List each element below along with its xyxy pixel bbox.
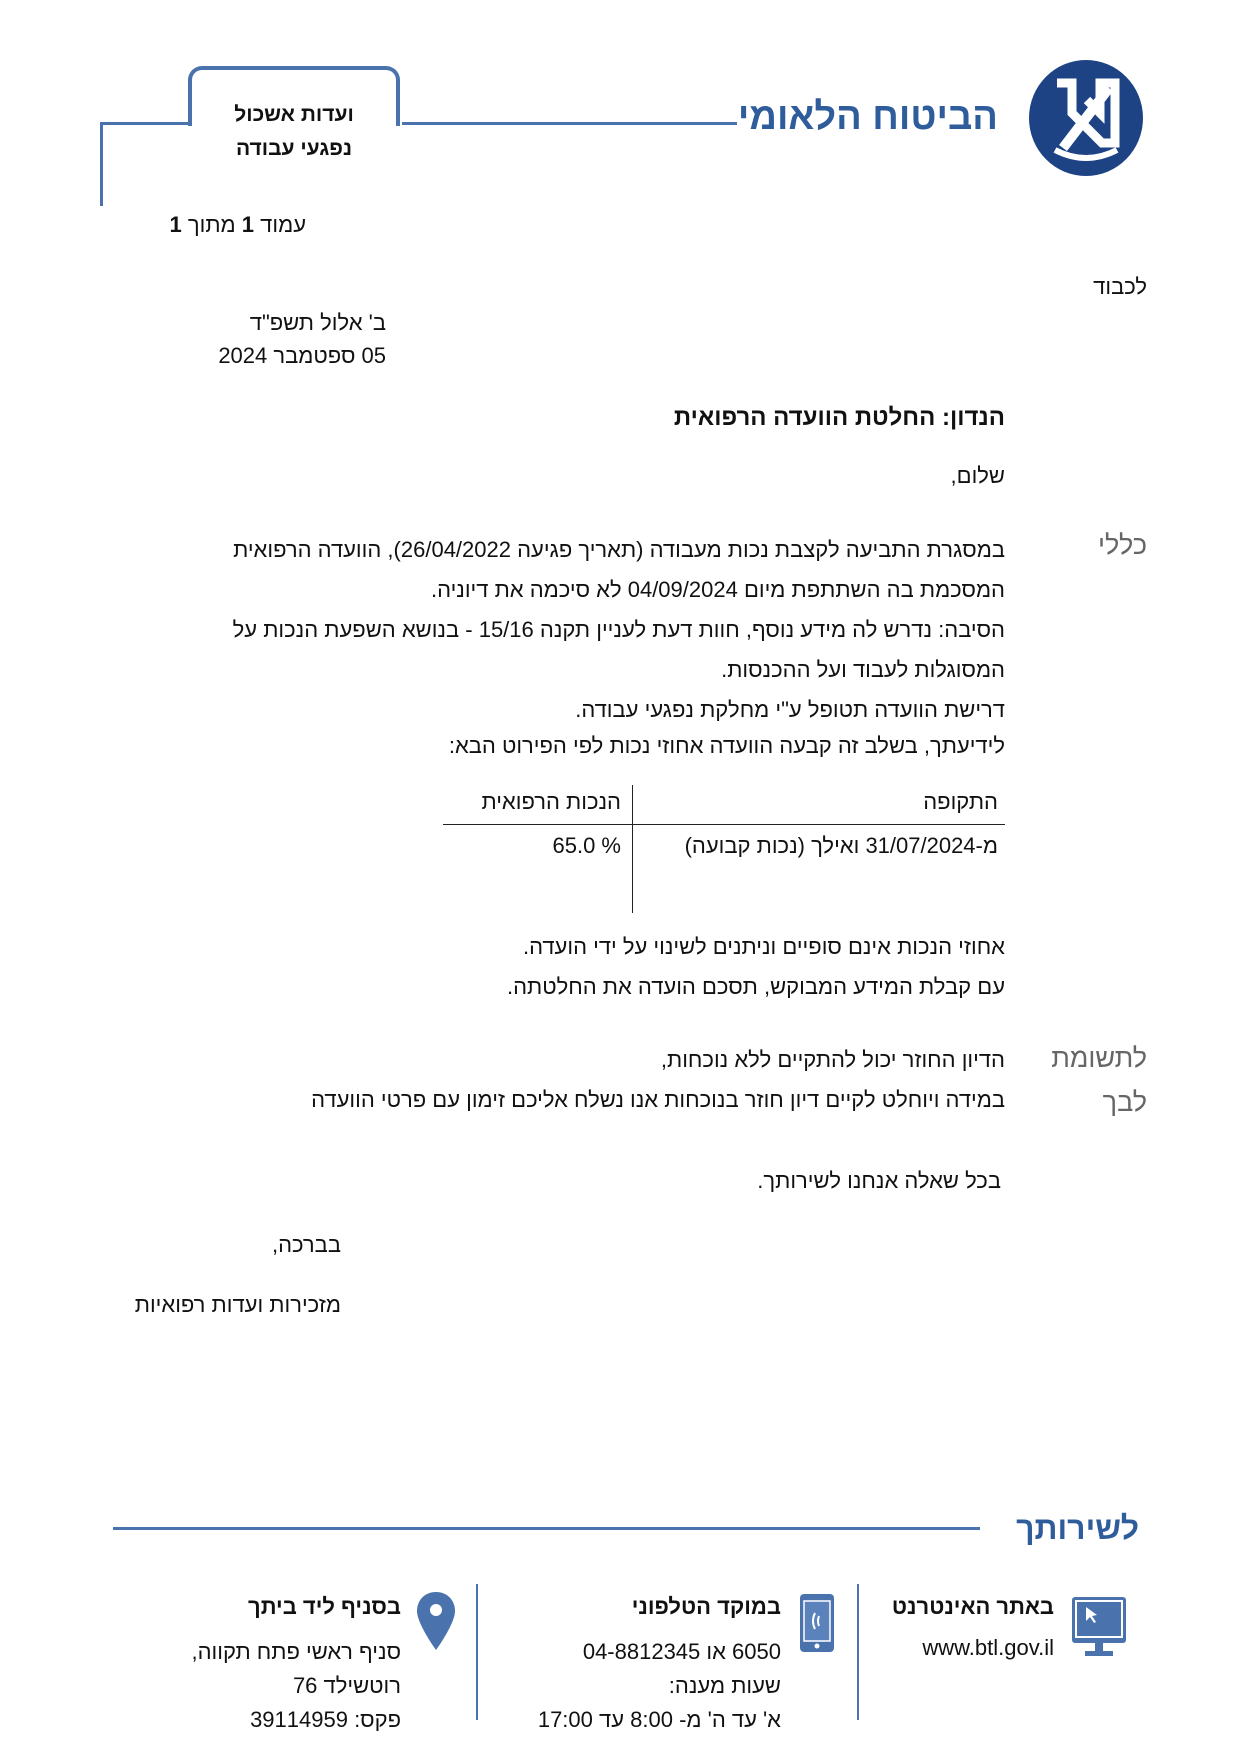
department-line-1: ועדות אשכול — [234, 103, 354, 126]
date-hebrew: ב' אלול תשפ"ד — [249, 310, 386, 335]
table-intro: לידיעתך, בשלב זה קבעה הוועדה אחוזי נכות לפי הפירוט הבא: — [448, 733, 1005, 758]
note-line: אחוזי הנכות אינם סופיים וניתנים לשינוי על ידי הועדה. — [522, 934, 1005, 959]
header-line — [402, 122, 737, 125]
general-line: דרישת הוועדה תטופל ע"י מחלקת נפגעי עבודה. — [575, 697, 1005, 722]
notes — [507, 927, 1005, 1007]
attention-line: במידה ויוחלט לקיים דיון חוזר בנוכחות אנו נשלח אליכם זימון עם פרטי הוועדה — [311, 1087, 1005, 1112]
branch-title: בסניף ליד ביתך — [248, 1594, 401, 1619]
header-vertical-line — [100, 122, 103, 206]
phone-icon — [798, 1592, 836, 1654]
footer-title: לשירותך — [1016, 1510, 1139, 1546]
closing: בכל שאלה אנחנו לשירותך. — [757, 1168, 1001, 1193]
section-label-attention — [1051, 1036, 1147, 1124]
phone-hours-label: שעות מענה: — [668, 1673, 781, 1698]
monitor-icon — [1070, 1595, 1128, 1661]
branch-address: רוטשילד 76 — [292, 1673, 401, 1698]
attention-label-line-2: לבך — [1102, 1087, 1147, 1117]
branch-name: סניף ראשי פתח תקווה, — [191, 1639, 401, 1664]
logo — [1027, 58, 1145, 178]
phone-title: במוקד הטלפוני — [631, 1594, 781, 1619]
web-title: באתר האינטרנט — [891, 1594, 1054, 1619]
table-header-divider — [443, 824, 1005, 825]
recipient-salutation: לכבוד — [1093, 274, 1147, 299]
phone-details — [538, 1635, 781, 1737]
subject: הנדון: החלטת הוועדה הרפואית — [673, 404, 1005, 431]
footer-divider — [857, 1584, 859, 1720]
note-line: עם קבלת המידע המבוקש, תסכם הועדה את החלטתה. — [506, 974, 1005, 999]
table-header-period: התקופה — [923, 789, 998, 814]
general-line: הסיבה: נדרש לה מידע נוסף, חוות דעת לעניין תקנה 15/16 - בנושא השפעת הנכות על — [232, 617, 1005, 642]
page-prefix: עמוד — [260, 212, 306, 237]
table-header-disability: הנכות הרפואית — [481, 789, 621, 814]
page-middle: מתוך — [187, 212, 236, 237]
branch-fax: פקס: 39114959 — [250, 1707, 401, 1732]
table-cell-disability: 65.0 % — [552, 833, 621, 858]
footer-line — [113, 1527, 980, 1530]
branch-details — [191, 1635, 401, 1737]
page-indicator — [170, 212, 306, 238]
general-line: במסגרת התביעה לקצבת נכות מעבודה (תאריך פגיעה 26/04/2022), הוועדה הרפואית — [233, 537, 1005, 562]
footer-divider — [476, 1584, 478, 1720]
attention-body — [311, 1040, 1005, 1120]
btl-logo-icon — [1027, 58, 1145, 178]
signature: מזכירות ועדות רפואיות — [134, 1292, 341, 1317]
greeting: שלום, — [950, 463, 1005, 488]
phone-hours: א' עד ה' מ- 8:00 עד 17:00 — [537, 1707, 781, 1732]
date-gregorian: 05 ספטמבר 2024 — [218, 343, 386, 368]
phone-numbers: 6050 או 04-8812345 — [582, 1639, 781, 1664]
table-cell-period: מ-31/07/2024 ואילך (נכות קבועה) — [684, 833, 998, 858]
org-name: הביטוח הלאומי — [737, 96, 998, 138]
page-current: 1 — [241, 212, 255, 237]
general-line: המסוגלות לעבוד ועל ההכנסות. — [721, 657, 1005, 682]
department-name — [188, 98, 400, 166]
department-line-2: נפגעי עבודה — [235, 137, 353, 160]
sign-off: בברכה, — [271, 1232, 341, 1257]
page-total: 1 — [169, 212, 182, 237]
web-url[interactable]: www.btl.gov.il — [922, 1635, 1054, 1660]
section-label-general: כללי — [1098, 530, 1147, 560]
attention-label-line-1: לתשומת — [1051, 1043, 1147, 1073]
header-line-left — [101, 122, 191, 125]
general-body — [233, 530, 1005, 730]
general-line: המסכמת בה השתתפת מיום 04/09/2024 לא סיכמה את דיוניה. — [430, 577, 1005, 602]
table-column-divider — [632, 785, 633, 913]
attention-line: הדיון החוזר יכול להתקיים ללא נוכחות, — [660, 1047, 1005, 1072]
location-pin-icon — [415, 1590, 457, 1652]
